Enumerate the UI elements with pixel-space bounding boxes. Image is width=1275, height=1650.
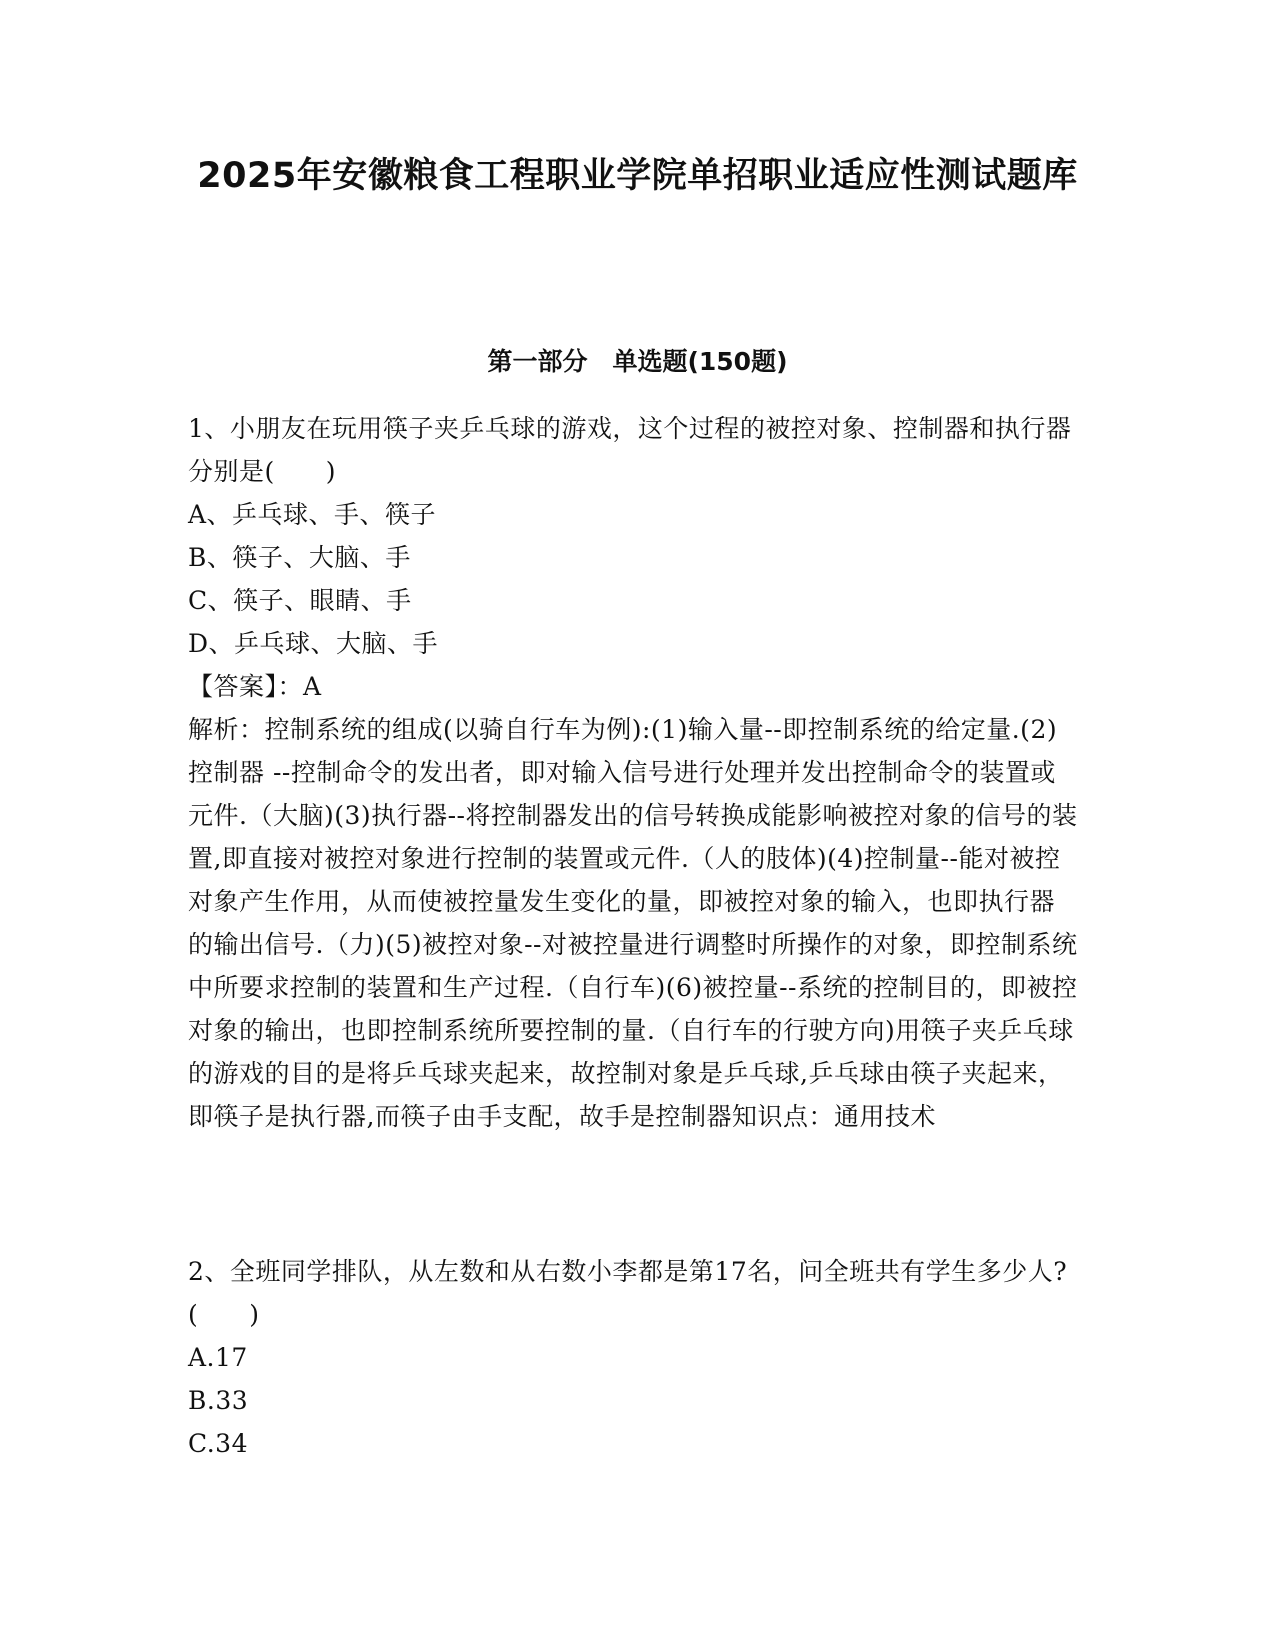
option-a: A.17 <box>188 1343 248 1372</box>
option-d: D、乒乓球、大脑、手 <box>188 629 439 658</box>
option-b: B、筷子、大脑、手 <box>188 543 411 572</box>
option-b: B.33 <box>188 1386 249 1415</box>
option-c: C、筷子、眼睛、手 <box>188 586 412 615</box>
option-c: C.34 <box>188 1429 248 1458</box>
answer-line: 【答案】：A <box>188 672 322 701</box>
document-title: 2025年安徽粮食工程职业学院单招职业适应性测试题库 <box>197 156 1078 196</box>
analysis-paragraph: 解析：控制系统的组成(以骑自行车为例):(1)输入量--即控制系统的给定量.(2)控制器 --控制命令的发出者，即对输入信号进行处理并发出控制命令的装置或元件.（大脑)(3)执行器--将控制器发出的信号转换成能影响被控对象的信号的装置,即直接对被控对象进行控制的装置或元件.（人的肢体)(4)控制量--能对被控对象产生作用，从而使被控量发生变化的量，即被控对象的输入，也即执行器的输出信号.（力)(5)被控对象--对被控量进行调整时所操作的对象，即控制系统中所要求控制的装置和生产过程.（自行车)(6)被控量--系统的控制目的，即被控对象的输出，也即控制系统所要控制的量.（自行车的行驶方向)用筷子夹乒乓球的游戏的目的是将乒乓球夹起来，故控制对象是乒乓球,乒乓球由筷子夹起来，即筷子是执行器,而筷子由手支配，故手是控制器知识点：通用技术 <box>188 715 1078 1131</box>
question-stem: 1、小朋友在玩用筷子夹乒乓球的游戏，这个过程的被控对象、控制器和执行器分别是( ) <box>188 414 1072 486</box>
option-a: A、乒乓球、手、筷子 <box>188 500 437 529</box>
section-heading: 第一部分 单选题(150题) <box>487 347 788 376</box>
question-1 <box>188 407 1078 1138</box>
question-2 <box>188 1250 1078 1465</box>
question-stem: 2、全班同学排队，从左数和从右数小李都是第17名，问全班共有学生多少人?( ) <box>188 1257 1068 1329</box>
